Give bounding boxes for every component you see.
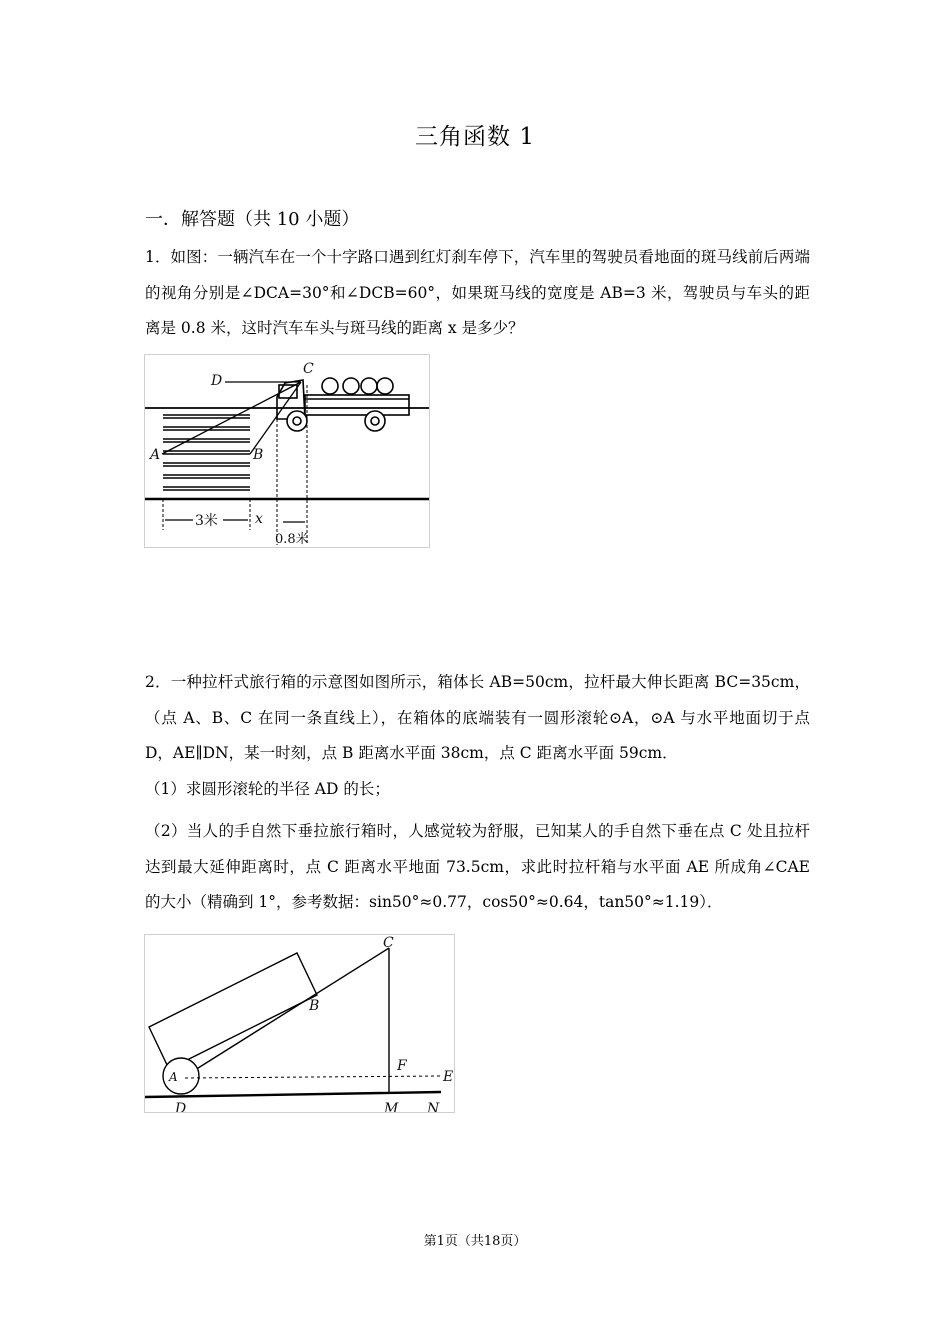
label-a: A	[150, 447, 161, 463]
question-2-sub1: （1）求圆形滚轮的半径 AD 的长；	[145, 780, 390, 798]
luggage-diagram	[145, 935, 454, 1112]
label-e: E	[443, 1069, 454, 1085]
label-08m: 0.8米	[275, 532, 309, 547]
truck	[277, 378, 409, 431]
section-heading: 一．解答题（共 10 小题）	[145, 209, 360, 230]
question-1-figure	[144, 354, 430, 548]
question-2-sub2: （2）当人的手自然下垂拉旅行箱时，人感觉较为舒服，已知某人的手自然下垂在点 C 处且拉杆达到最大延伸距离时，点 C 距离水平地面 73.5cm，求此时拉杆箱与水平面 AE 所成角∠CAE 的大小（精确到 1°，参考数据：sin50°≈0.77，cos50°≈0.64，tan50°≈1.19）．	[145, 822, 810, 911]
label-c: C	[303, 361, 314, 377]
question-2-text: 2．一种拉杆式旅行箱的示意图如图所示，箱体长 AB=50cm，拉杆最大伸长距离 BC=35cm，（点 A、B、C 在同一条直线上），在箱体的底端装有一圆形滚轮⊙A，⊙A 与水平地面切于点 D，AE∥DN，某一时刻，点 B 距离水平面 38cm，点 C 距离水平面 59cm．	[145, 673, 810, 762]
crosswalk-stripes	[163, 415, 250, 490]
label-m: M	[384, 1101, 399, 1112]
label-f: F	[397, 1058, 407, 1074]
label-d: D	[175, 1101, 187, 1112]
label-a: A	[169, 1070, 178, 1084]
question-1-text: 1．如图：一辆汽车在一个十字路口遇到红灯刹车停下，汽车里的驾驶员看地面的斑马线前后两端的视角分别是∠DCA=30°和∠DCB=60°，如果斑马线的宽度是 AB=3 米，驾驶员与车头的距离是 0.8 米，这时汽车车头与斑马线的距离 x 是多少？	[145, 248, 810, 337]
label-x: x	[255, 511, 263, 527]
label-d: D	[211, 373, 223, 389]
label-b: B	[253, 447, 264, 463]
dimension-arrows	[165, 520, 305, 522]
dimension-guides	[163, 385, 307, 545]
line-ae	[185, 1076, 441, 1078]
question-2-figure	[144, 934, 455, 1113]
ground-line	[145, 1092, 441, 1097]
label-n: N	[427, 1101, 440, 1112]
label-b: B	[309, 998, 320, 1014]
luggage-box	[149, 953, 320, 1069]
page-footer: 第1页（共18页）	[423, 1234, 527, 1249]
label-c: C	[383, 935, 394, 951]
label-3m: 3米	[195, 513, 218, 529]
truck-crosswalk-diagram	[145, 355, 429, 547]
page-title: 三角函数 1	[415, 124, 535, 150]
handle-line	[187, 948, 389, 1075]
